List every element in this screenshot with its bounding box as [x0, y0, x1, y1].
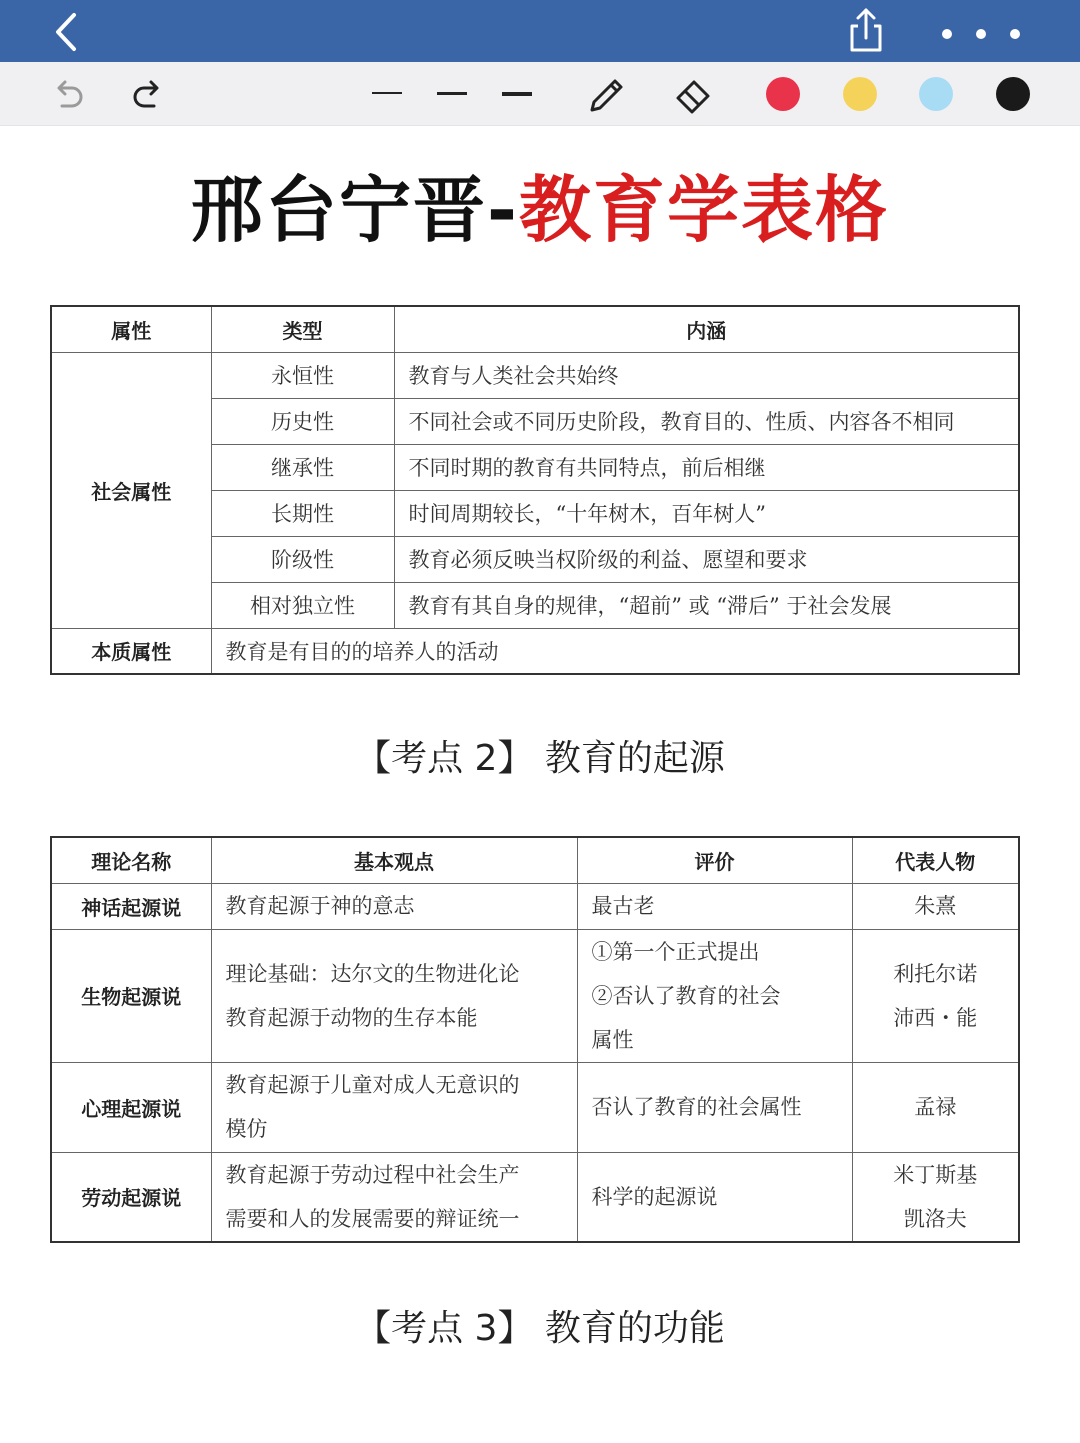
type-cell: 阶级性	[211, 536, 394, 582]
eval-line: ①第一个正式提出	[591, 939, 760, 964]
table-row	[51, 929, 1019, 1062]
people-cell	[852, 929, 1019, 1062]
view-line: 教育起源于儿童对成人无意识的	[225, 1073, 520, 1097]
table-header-cell: 内涵	[394, 306, 1019, 352]
stroke-thick-option[interactable]	[502, 92, 532, 96]
table-header-row	[51, 837, 1019, 883]
share-button[interactable]	[844, 6, 888, 56]
education-origin-table	[50, 836, 1020, 1243]
view-cell	[211, 883, 577, 929]
color-light-blue-option[interactable]	[919, 77, 953, 111]
view-cell	[211, 1152, 577, 1242]
table-row	[51, 628, 1019, 674]
eval-line: 否认了教育的社会属性	[591, 1095, 802, 1119]
people-cell	[852, 1152, 1019, 1242]
chevron-left-icon	[44, 10, 88, 54]
table-header-cell: 代表人物	[852, 837, 1019, 883]
section-heading-function: 【考点 3】 教育的功能	[355, 1308, 725, 1349]
people-cell	[852, 883, 1019, 929]
eval-cell	[577, 929, 852, 1062]
theory-name-cell: 心理起源说	[51, 1062, 211, 1152]
content-cell: 不同时期的教育有共同特点，前后相继	[394, 444, 1019, 490]
title-red-part: 教育学表格	[518, 168, 889, 252]
view-line: 理论基础：达尔文的生物进化论	[225, 961, 520, 986]
undo-button[interactable]	[48, 74, 88, 118]
section-heading-origin: 【考点 2】 教育的起源	[355, 738, 725, 779]
more-dots-icon	[930, 18, 1030, 48]
essence-content-cell: 教育是有目的的培养人的活动	[211, 628, 1019, 674]
person-name: 沛西・能	[893, 1005, 978, 1030]
table-header-cell: 评价	[577, 837, 852, 883]
education-attributes-table	[50, 305, 1020, 675]
annotation-toolbar	[0, 62, 1080, 126]
theory-name-cell: 生物起源说	[51, 929, 211, 1062]
table-row	[51, 883, 1019, 929]
person-name: 朱熹	[914, 894, 957, 918]
type-cell: 历史性	[211, 398, 394, 444]
eval-line: ②否认了教育的社会	[591, 983, 781, 1008]
table-row	[51, 352, 1019, 398]
person-name: 利托尔诺	[893, 961, 978, 986]
type-cell: 长期性	[211, 490, 394, 536]
color-red-option[interactable]	[766, 77, 800, 111]
table-header-cell: 类型	[211, 306, 394, 352]
eval-cell	[577, 1152, 852, 1242]
table-header-cell: 理论名称	[51, 837, 211, 883]
content-cell: 教育有其自身的规律，“超前” 或 “滞后” 于社会发展	[394, 582, 1019, 628]
view-cell	[211, 929, 577, 1062]
undo-icon	[48, 74, 88, 114]
view-line: 需要和人的发展需要的辩证统一	[225, 1206, 520, 1231]
table-header-cell: 基本观点	[211, 837, 577, 883]
table-header-row	[51, 306, 1019, 352]
eval-cell	[577, 883, 852, 929]
share-icon	[844, 6, 888, 56]
eval-line: 科学的起源说	[591, 1184, 718, 1209]
table-row	[51, 1152, 1019, 1242]
theory-name-cell: 劳动起源说	[51, 1152, 211, 1242]
person-name: 孟禄	[914, 1095, 957, 1119]
eval-cell	[577, 1062, 852, 1152]
content-cell: 不同社会或不同历史阶段，教育目的、性质、内容各不相同	[394, 398, 1019, 444]
view-line: 教育起源于劳动过程中社会生产	[225, 1162, 520, 1187]
essence-label-cell: 本质属性	[51, 628, 211, 674]
type-cell: 永恒性	[211, 352, 394, 398]
title-black-part: 邢台宁晋-	[191, 168, 519, 252]
type-cell: 继承性	[211, 444, 394, 490]
view-line: 模仿	[225, 1117, 268, 1141]
content-cell: 教育与人类社会共始终	[394, 352, 1019, 398]
pencil-icon	[584, 72, 630, 118]
view-line: 教育起源于动物的生存本能	[225, 1005, 478, 1030]
table-header-cell: 属性	[51, 306, 211, 352]
color-yellow-option[interactable]	[843, 77, 877, 111]
content-cell: 教育必须反映当权阶级的利益、愿望和要求	[394, 536, 1019, 582]
view-line: 教育起源于神的意志	[225, 894, 415, 918]
type-cell: 相对独立性	[211, 582, 394, 628]
eval-line: 属性	[591, 1027, 634, 1052]
content-cell: 时间周期较长，“十年树木，百年树人”	[394, 490, 1019, 536]
people-cell	[852, 1062, 1019, 1152]
eraser-tool-button[interactable]	[670, 72, 716, 122]
color-black-option[interactable]	[996, 77, 1030, 111]
group-label-cell: 社会属性	[51, 352, 211, 628]
more-button[interactable]	[930, 18, 1030, 48]
eval-line: 最古老	[591, 894, 655, 918]
eraser-icon	[670, 72, 716, 118]
person-name: 米丁斯基	[893, 1162, 978, 1187]
stroke-medium-option[interactable]	[437, 92, 467, 95]
stroke-thin-option[interactable]	[372, 92, 402, 94]
view-cell	[211, 1062, 577, 1152]
table-row	[51, 1062, 1019, 1152]
theory-name-cell: 神话起源说	[51, 883, 211, 929]
pencil-tool-button[interactable]	[584, 72, 630, 122]
redo-icon	[128, 74, 168, 114]
back-button[interactable]	[44, 10, 88, 54]
document-title	[0, 168, 1080, 252]
top-navbar	[0, 0, 1080, 62]
person-name: 凯洛夫	[903, 1206, 967, 1231]
redo-button[interactable]	[128, 74, 168, 118]
